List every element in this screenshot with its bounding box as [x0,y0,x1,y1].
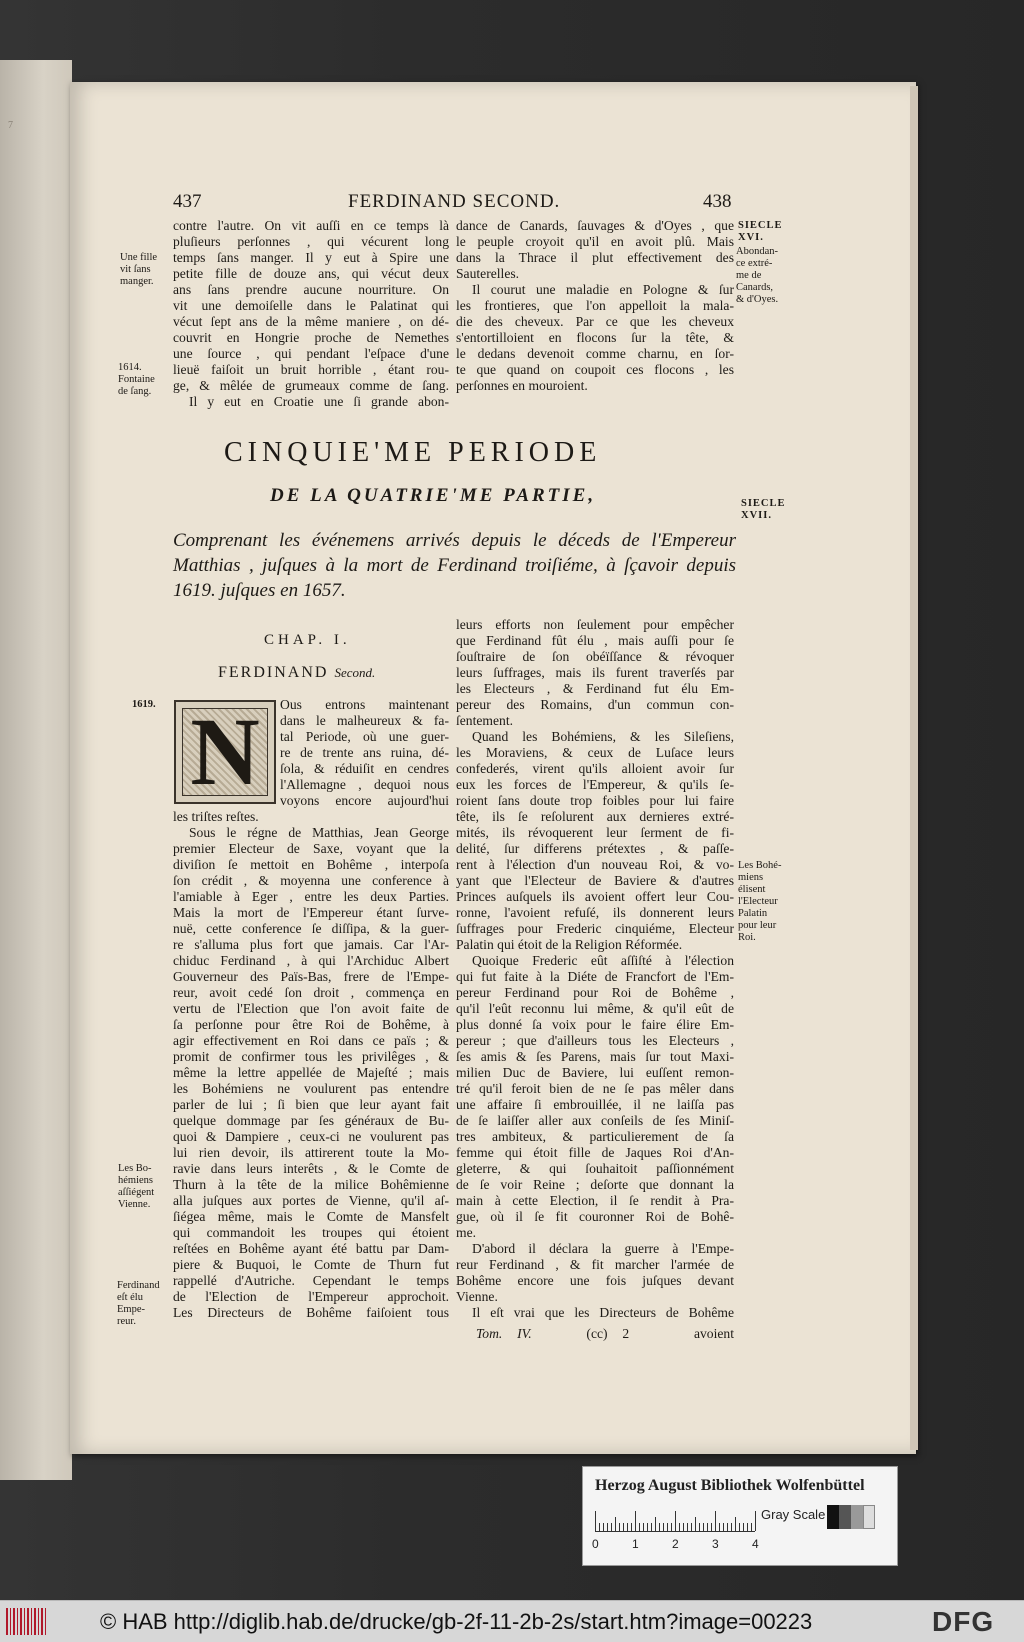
text-line: ſentement. [456,713,513,728]
text-line: dans le malheureux & fa- [280,713,449,728]
text-line: Palatin qui étoit de la Religion Réformée. [456,937,683,952]
text-line: piere & Buquoi, le Comte de Thurn fut [173,1257,449,1272]
margin-note-year-1619: 1619. [132,699,156,710]
text-line: quelque dommage par ſes généraux de Bu- [173,1113,449,1128]
text-line: reſtées en Bohême ayant été battu par Dam- [173,1241,449,1256]
text-line: parler de lui ; ſi bien que leur ayant fait [173,1097,449,1112]
text-line: qu'il l'eût reconnu lui même, & qu'il eût de [456,1001,734,1016]
text-line: pluſieurs perſonnes , qui vécurent long [173,234,449,249]
text-line: vertu de l'Election que l'on avoit faite de [173,1001,449,1016]
ruler-tick [651,1523,652,1531]
ruler-tick [675,1511,676,1531]
text-line: Quand les Bohémiens, & les Sileſiens, [472,729,734,744]
text-line: qui fut faite à la Diéte de Francfort de l'Em- [456,969,734,984]
text-line: confederés, virent qu'ils alloient avoir ſur [456,761,734,776]
ruler-tick [687,1523,688,1531]
text-line: Mais la mort de l'Empereur étant ſurve- [173,905,449,920]
ruler-tick [643,1523,644,1531]
text-line: ſiégea même, mais le Comte de Mansfelt [173,1209,449,1224]
text-line: pereur Ferdinand pour Roi de Bohême , [456,985,734,1000]
initial-letter: N [190,698,260,805]
period-title: CINQUIE'ME PERIODE [224,437,602,468]
text-line: diviſion ſe mettoit en Bohême , interpoſa [173,857,449,872]
ruler-tick [599,1523,600,1531]
text-line: D'abord il déclara la guerre à l'Empe- [472,1241,734,1256]
ruler-tick [635,1511,636,1531]
text-line: de ſe voir Reine ; deſorte que donnant la [456,1177,734,1192]
text-line: re s'alluma plus fort que jamais. Car l'Ar- [173,937,449,952]
text-line: temps ſans manger. Il y eut à Spire une [173,250,449,265]
text-line: même la lettre appellée de Majeſté ; mais [173,1065,449,1080]
text-line: Sauterelles. [456,266,520,281]
ruler-tick [715,1511,716,1531]
text-line: de l'Election de l'Empereur approchoit. [173,1289,449,1304]
text-line: le peuple croyoit qu'il en avoit plû. Mais [456,234,734,249]
text-line: perſonnes en mouroient. [456,378,588,393]
ruler-tick [671,1523,672,1531]
margin-note-assiegent: Les Bo- hémiens aſſiégent Vienne. [118,1163,155,1210]
text-line: les frontieres, que l'on appelloit la mala- [456,298,734,313]
text-line: roient ſans doute trop foibles pour lui faire [456,793,734,808]
body-left-column [173,809,449,1321]
margin-note-siecle-17: SIECLE XVII. [741,498,786,521]
text-line: contre l'autre. On vit auſſi en ce temps là [173,218,449,233]
dfg-logo: DFG [932,1606,995,1637]
ruler-tick [627,1523,628,1531]
ruler-tick [711,1523,712,1531]
chapter-label: CHAP. I. [264,632,351,648]
ruler-tick [679,1523,680,1531]
text-line: Il courut une maladie en Pologne & ſur [472,282,734,297]
text-line: leurs ſuffrages, mais ils furent traverſés par [456,665,734,680]
chapter-name: FERDINAND [218,664,329,681]
text-line: le dedans devenoit comme charnu, en ſor- [456,346,734,361]
margin-note-abondance: Abondan- ce extré- me de Canards, & d'Oyes. [736,246,779,305]
body-right-column [456,617,734,1321]
ruler-number: 0 [592,1537,599,1551]
text-line: Il y eut en Croatie une ſi grande abon- [189,394,449,409]
margin-note-siecle-16: SIECLE XVI. [738,220,783,243]
text-line: die des cheveux. Par ce que les cheveux [456,314,734,329]
ruler-tick [663,1523,664,1531]
text-line: que Ferdinand fût élu , mais auſſi pour ſe [456,633,734,648]
text-line: re de trente ans ruina, dé- [280,745,449,760]
ruler-tick [735,1517,736,1531]
text-line: me. [456,1225,477,1240]
text-line: dance de Canards, ſauvages & d'Oyes , que [456,218,734,233]
page-number-left: 437 [173,191,202,212]
footer-copyright-url[interactable]: © HAB http://diglib.hab.de/drucke/gb-2f-11-2b-2s/start.htm?image=00223 [100,1609,813,1634]
text-line: alla juſques aux portes de Vienne, qu'il aſ- [173,1193,449,1208]
text-line: Thurn à la tête de la milice Bohêmienne [173,1177,449,1192]
period-description [173,528,736,603]
ruler-tick [703,1523,704,1531]
text-line: yant que l'Electeur de Baviere & d'autres [456,873,734,888]
ruler-tick [727,1523,728,1531]
text-line: Gouverneur des Païs-Bas, frere de l'Empe- [173,969,449,984]
description-line: Matthias , juſques à la mort de Ferdinand troiſiéme, à ſçavoir depuis [173,555,736,576]
chapter-heading [218,664,375,682]
ruler-number: 3 [712,1537,719,1551]
text-line: une ſource , qui pendant l'eſpace d'une [173,346,449,361]
text-line: ſes amis & ſes Parens, mais ſur tout Maxi- [456,1049,734,1064]
ruler-tick [623,1523,624,1531]
page-fore-edge [910,86,918,1450]
text-line: de ſe laiſſer aller aux conſeils de ſes Miniſ- [456,1113,734,1128]
text-line: Quoique Frederic eût aſſiſté à l'élection [472,953,734,968]
text-line: ſuffrages pour Frederic cinquiéme, Electeur [456,921,734,936]
ruler-tick [659,1523,660,1531]
gray-swatch-mid [851,1505,863,1529]
running-title: FERDINAND SECOND. [348,191,561,212]
text-line: lui rien devoir, ils attirerent toute la Mo- [173,1145,449,1160]
ruler-tick [755,1511,756,1531]
ruler-tick [667,1523,668,1531]
text-line: les triſtes reſtes. [173,809,259,824]
ruler-tick [719,1523,720,1531]
ruler-number: 4 [752,1537,759,1551]
margin-note-ferdinand-elu: Ferdinand eſt élu Empe- reur. [117,1280,160,1327]
ruler-tick [619,1523,620,1531]
ruler-tick [751,1523,752,1531]
margin-note-fontaine: 1614. Fontaine de ſang. [118,362,155,397]
left-page-edge: 7 [0,60,72,1480]
text-line: vit une demoiſelle dans le Palatinat qui [173,298,449,313]
decorated-initial [174,700,276,804]
ruler-number: 1 [632,1537,639,1551]
text-line: ſola, & réduiſit en cendres [280,761,449,776]
margin-note-bohemes-elisent: Les Bohé- miens élisent l'Electeur Palatin pour leur Roi. [738,860,782,943]
text-line: agir effectivement en Roi dans ce païs ; & [173,1033,449,1048]
text-line: premier Electeur de Saxe, voyant que la [173,841,449,856]
text-line: rappellé d'Autriche. Cependant le temps [173,1273,449,1288]
text-line: voyons encore aujourd'hui [280,793,449,808]
description-line: 1619. juſques en 1657. [173,580,346,601]
ruler-tick [739,1523,740,1531]
ruler-tick [607,1523,608,1531]
text-line: ravie dans leurs interêts , & le Comte de [173,1161,449,1176]
text-line: eux les forces de l'Empereur, & qu'ils ſe- [456,777,734,792]
text-line: tête, ils ſe reſolurent aux dernieres extré- [456,809,734,824]
ruler-tick [691,1523,692,1531]
text-line: les Bohémiens ne voulurent pas entendre [173,1081,449,1096]
ruler-tick [631,1523,632,1531]
footer-bar [0,1600,1024,1642]
text-line: vécut ſept ans de la même maniere , on dé- [173,314,449,329]
ruler-tick [647,1523,648,1531]
gray-swatch-light [863,1505,875,1529]
text-line: gleterre, & qui ſouhaitoit paſſionnément [456,1161,734,1176]
text-line: gue, où il ſe fit couronner Roi de Bohê- [456,1209,734,1224]
text-line: mités, ils révoquerent leur ſerment de fi- [456,825,734,840]
signature-mark: (cc) 2 [586,1326,630,1341]
text-line: lieuë faiſoit un bruit horrible , étant rou- [173,362,449,377]
text-line: femme qui étoit fille de Jaques Roi d'An- [456,1145,734,1160]
text-line: Ous entrons maintenant [280,697,449,712]
ruler-tick [683,1523,684,1531]
scale-ruler [595,1509,755,1532]
ruler-tick [731,1523,732,1531]
text-line: Princes auſquels ils avoient offert leur Cou- [456,889,734,904]
ruler-tick [595,1511,596,1531]
text-line: les Moraviens, & ceux de Luſace leurs [456,745,734,760]
text-line: te que quand on coupoit ces flocons , les [456,362,734,377]
text-line: pereur des Romains, d'un commun con- [456,697,734,712]
text-line: ge, & mêlée de grumeaux comme de ſang. [173,378,449,393]
text-line: nuë, cette conference ſe diſſipa, & la guer- [173,921,449,936]
top-right-column [456,218,734,394]
text-line: tres ambiteux, & particulierement de ſa [456,1129,734,1144]
text-line: qui commandoit les troupes qui étoient [173,1225,449,1240]
library-name: Herzog August Bibliothek Wolfenbüttel [595,1477,865,1494]
text-line: milien Duc de Baviere, lui euſſent remon- [456,1065,734,1080]
ruler-tick [611,1523,612,1531]
top-left-column [173,218,449,410]
text-line: petite fille de douze ans, qui vécut deux [173,266,449,281]
text-line: promit de confirmer tous les privilêges , & [173,1049,449,1064]
text-line: ſa perſonne pour être Roi de Bohême, à [173,1017,449,1032]
gray-scale-label: Gray Scale [761,1507,826,1522]
text-line: Sous le régne de Matthias, Jean George [189,825,449,840]
text-line: ans ſans prendre aucune nourriture. On [173,282,449,297]
ruler-tick [615,1517,616,1531]
ruler-tick [603,1523,604,1531]
text-line: reur, avoit cedé ſon droit , commença en [173,985,449,1000]
text-line: couvrit en Hongrie proche de Nemethes [173,330,449,345]
text-line: delité, ſur differens prétextes , & paſſe- [456,841,734,856]
text-line: chiduc Ferdinand , à qui l'Archiduc Albert [173,953,449,968]
text-line: tal Periode, où une guer- [280,729,449,744]
ruler-tick [707,1523,708,1531]
text-line: s'entortilloient en flocons ſur la tête, & [456,330,734,345]
tome-label: Tom. IV. [476,1326,532,1341]
body-left-indented-lines [280,697,449,809]
chapter-name-suffix: Second. [334,665,376,680]
margin-note-fille: Une fille vit ſans manger. [120,252,158,287]
page-number-right: 438 [703,191,732,212]
ruler-tick [699,1523,700,1531]
description-line: Comprenant les événemens arrivés depuis le déceds de l'Empereur [173,530,736,551]
ruler-tick [639,1523,640,1531]
gray-swatch-black [827,1505,839,1529]
text-line: ronne, l'avoient refuſé, ils donnerent leurs [456,905,734,920]
text-line: dans la Thrace il plut effectivement des [456,250,734,265]
text-line: les Electeurs , & Ferdinand fut élu Em- [456,681,734,696]
library-color-card [582,1466,898,1566]
text-line: pereur ; que d'ailleurs tous les Electeurs , [456,1033,734,1048]
text-line: quoi & Dampiere , ceux-ci ne voulurent pas [173,1129,449,1144]
text-line: ſouſtraire de ſon obéïſſance & révoquer [456,649,734,664]
text-line: Les Directeurs de Bohême faiſoient tous [173,1305,449,1320]
text-line: Bohême encore une fois juſques devant [456,1273,734,1288]
text-line: ſon crédit , & moyenna une conference à [173,873,449,888]
gray-swatch-dark [839,1505,851,1529]
ruler-number: 2 [672,1537,679,1551]
text-line: l'Allemagne , dequoi nous [280,777,449,792]
catchword: avoient [693,1326,734,1341]
text-line: plus donné ſa voix pour le faire élire Em- [456,1017,734,1032]
catchline [476,1326,734,1342]
ruler-tick [655,1517,656,1531]
text-line: tré qu'il feroit bien de ne ſe pas mêler dans [456,1081,734,1096]
ruler-tick [723,1523,724,1531]
text-line: Il eſt vrai que les Directeurs de Bohême [472,1305,734,1320]
ruler-tick [695,1517,696,1531]
part-subtitle: DE LA QUATRIE'ME PARTIE, [270,485,597,506]
text-line: main à cette Election, il ſe rendit à Pra- [456,1193,734,1208]
text-line: une affaire ſi embrouillée, il ne laiſſa pas [456,1097,734,1112]
ruler-tick [743,1523,744,1531]
text-line: leurs efforts non ſeulement pour empêcher [456,617,734,632]
text-line: reur Ferdinand , & fit marcher l'armée de [456,1257,734,1272]
text-line: Vienne. [456,1289,498,1304]
hab-logo-icon [6,1608,46,1635]
text-line: rent à l'élection d'un nouveau Roi, & vo- [456,857,734,872]
text-line: l'amiable à Eger , entre les deux Parties. [173,889,449,904]
ruler-tick [747,1523,748,1531]
